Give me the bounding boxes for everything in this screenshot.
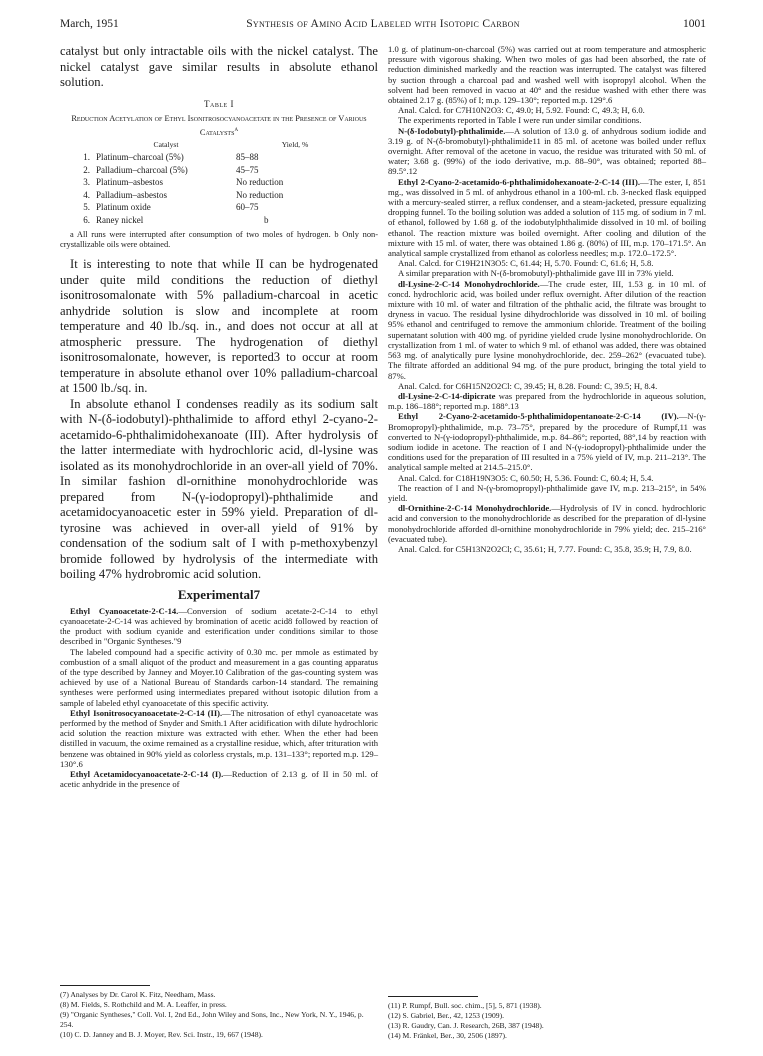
row-yield: 45–75 <box>236 164 259 175</box>
footnote: (11) P. Rumpf, Bull. soc. chim., [5], 5, 871 (1938). <box>388 1001 542 1010</box>
exp-isonitroso: Ethyl Isonitrosocyanoacetate-2-C-14 (II).—The nitrosation of ethyl cyanoacetate was performed by the method of Snyder and Smith.1 After acidification with dilute hydrochloric acid solution the reaction mixture was extracted with ether. When the ether had been distilled in vacuum, the oxime remained as a crystalline residue, which, after trituration with benzene was obtained in 90% yield as colorless crystals, m.p. 131–133°; reported m.p. 129–130°.6 <box>60 707 378 769</box>
discussion-paragraph-1: It is interesting to note that while II can be hydrogenated under quite mild conditions the reduction of diethyl isonitrosomalonate with 5% palladium-charcoal in acetic anhydride solution is slow and incomplete at room temperature and 40 lb./sq. in., and does not occur at all at atmospheric pressure. The hydrogenation of diethyl isonitrosomalonate, however, is reported3 to occur at room temperature in absolute ethanol over 10% palladium-charcoal at 1500 lb./sq. in. <box>60 257 378 396</box>
intro-paragraph: catalyst but only intractable oils with the nickel catalyst. The nickel catalyst gave similar results in absolute ethanol solution. <box>60 44 378 89</box>
exp-acetamido-title: Ethyl Acetamidocyanoacetate-2-C-14 (I). <box>70 769 224 780</box>
exp-hexanoate-title: Ethyl 2-Cyano-2-acetamido-6-phthalimidohexanoate-2-C-14 (III). <box>398 176 640 187</box>
row-yield: b <box>264 214 269 225</box>
exp-dipicrate-title: dl-Lysine-2-C-14-dipicrate <box>398 390 496 401</box>
row-catalyst: Raney nickel <box>96 214 144 225</box>
exp-ethyl-cyanoacetate: Ethyl Cyanoacetate-2-C-14.—Conversion of sodium acetate-2-C-14 to ethyl cyanoacetate-2-C-14 was achieved by bromination of acetic acid8 followed by reaction of the product with sodium cyanide and esterification under conditions similar to those described in "Organic Syntheses."9 <box>60 605 378 647</box>
exp-ornithine-title: dl-Ornithine-2-C-14 Monohydrochloride. <box>398 503 552 514</box>
analysis-III: Anal. Calcd. for C19H21N3O5: C, 61.44; H, 5.70. Found: C, 61.6; H, 5.8. <box>398 258 654 269</box>
row-number: 6. <box>83 214 90 225</box>
exp-iodobutyl: N-(δ-Iodobutyl)-phthalimide.—A solution of 13.0 g. of anhydrous sodium iodide and 3.19 g. of N-(δ-bromobutyl)-phthalimide11 in 85 ml. of acetone was boiled under reflux overnight. After removal of the acetone in vacuo, the residue was triturated with 50 ml. of water; 3.68 g. (99%) of the iodo derivative, m.p. 88–90°, was obtained; reported 88–89.5°.12 <box>388 125 706 177</box>
footnote: (12) S. Gabriel, Ber., 42, 1253 (1909). <box>388 1011 504 1020</box>
experimental-heading: Experimental7 <box>177 586 261 602</box>
footnote: (9) "Organic Syntheses," Coll. Vol. I, 2nd Ed., John Wiley and Sons, Inc., New York, N. Y., 1946, p. 254. <box>60 1010 364 1029</box>
footnote: (8) M. Fields, S. Rothchild and M. A. Leaffer, in press. <box>60 1000 227 1009</box>
table-header-catalyst: Catalyst <box>153 140 179 150</box>
analysis-ornithine: Anal. Calcd. for C5H13N2O2Cl; C, 35.61; H, 7.77. Found: C, 35.8, 35.9; H, 7.9, 8.0. <box>398 543 692 554</box>
analysis-I: Anal. Calcd. for C7H10N2O3: C, 49.0; H, 5.92. Found: C, 49.3; H, 6.0. <box>398 105 645 116</box>
table-row <box>72 176 354 189</box>
exp-acetamido: Ethyl Acetamidocyanoacetate-2-C-14 (I).—Reduction of 2.13 g. of II in 50 ml. of acetic anhydride in the presence of <box>60 769 379 790</box>
table-header-yield: Yield, % <box>281 140 309 150</box>
row-number: 2. <box>83 164 90 175</box>
catalyst-table <box>72 139 354 226</box>
exp-pentanoate-title: Ethyl 2-Cyano-2-acetamido-5-phthalimidopentanoate-2-C-14 (IV). <box>398 411 679 422</box>
table-row <box>72 214 354 227</box>
running-header <box>60 18 706 34</box>
header-running-title: Synthesis of Amino Acid Labeled with Isotopic Carbon <box>246 18 520 30</box>
footnotes-left <box>60 990 378 1040</box>
footnote: (13) R. Gaudry, Can. J. Research, 26B, 387 (1948). <box>388 1021 544 1030</box>
catalyst-table-block <box>60 99 378 251</box>
exp-pentanoate: Ethyl 2-Cyano-2-acetamido-5-phthalimidopentanoate-2-C-14 (IV).—N-(γ-Bromopropyl)-phthalimide, m.p. 73–75°, prepared by the procedure of Rumpf,11 was converted to N-(γ-iodopropyl)-phthalimide, m.p. 84–86°; reported, 88°,14 by reaction with sodium iodide in acetone. The reaction of I and N-(γ-iodopropyl)-phthalimide under the conditions used for the preparation of III resulted in a 75% yield of IV, m.p. 211–213°. The analytical sample melted at 214.5–215.0°. <box>388 411 706 473</box>
row-number: 5. <box>83 202 90 213</box>
exp-iodobutyl-title: N-(δ-Iodobutyl)-phthalimide. <box>398 125 506 136</box>
footnote-rule-right <box>388 996 478 997</box>
exp-hexanoate: Ethyl 2-Cyano-2-acetamido-6-phthalimidohexanoate-2-C-14 (III).—The ester, I, 851 mg., was dissolved in 5 ml. of anhydrous ethanol in a 100-ml. r.b. 3-necked flask equipped with a mercury-sealed stirrer, a reflux condenser, and a steam-jacketed, pressure equalizing dropping funnel. To the boiling solution was added a solution of 115 mg. of sodium in 7 ml. of ethanol, followed by 1.68 g. of the iodobutylphthalimide dissolved in 10 ml. of boiling ethanol. The reaction mixture was boiled overnight. After cooling and dilution of the mixture with 15 ml. of water, there was obtained 1.86 g. (80%) of III, m.p. 170–171.5°. An analytical sample crystallized from ethanol as colorless needles; m.p. 172.0–172.5°. <box>388 176 706 259</box>
exp-lysine-title: dl-Lysine-2-C-14 Monohydrochloride. <box>398 278 540 289</box>
table-caption-footnote-mark: a <box>234 124 239 133</box>
table-caption: Reduction Acetylation of Ethyl Isonitrosocyanoacetate in the Presence of Various Catalysts$^a$ <box>71 113 367 137</box>
table-row <box>72 189 354 202</box>
row-yield: No reduction <box>236 189 284 200</box>
row-yield: 60–75 <box>236 202 259 213</box>
right-column <box>388 44 706 554</box>
table-experiments-note: The experiments reported in Table I were run under similar conditions. <box>398 115 642 126</box>
header-page-number: 1001 <box>683 18 706 30</box>
exp-specific-activity: The labeled compound had a specific activity of 0.30 mc. per mmole as estimated by combustion of a small aliquot of the product and measurement in a gas counting apparatus of the type described by Janney and Moyer.10 Calibration of the gas-counting system was achieved by use of a National Bureau of Standards carbon-14 standard. The remaining syntheses were performed using intermediates prepared without isotopic dilution from a sample of labeled ethyl cyanoacetate of this specific activity. <box>60 646 378 708</box>
table-title: Table I <box>204 98 234 109</box>
footnote: (14) M. Fränkel, Ber., 30, 2506 (1897). <box>388 1031 507 1040</box>
exp-dipicrate: dl-Lysine-2-C-14-dipicrate was prepared from the hydrochloride in aqueous solution, m.p. 186–188°; reported m.p. 188°.13 <box>388 390 706 412</box>
left-column <box>60 44 378 789</box>
table-row <box>72 201 354 214</box>
header-date: March, 1951 <box>60 18 119 30</box>
analysis-lysine: Anal. Calcd. for C6H15N2O2Cl: C, 39.45; H, 8.28. Found: C, 39.5; H, 8.4. <box>398 380 658 391</box>
similar-preparation: A similar preparation with N-(δ-bromobutyl)-phthalimide gave III in 73% yield. <box>398 268 674 279</box>
row-catalyst: Platinum–charcoal (5%) <box>96 152 184 163</box>
exp-isonitroso-title: Ethyl Isonitrosocyanoacetate-2-C-14 (II). <box>70 707 223 718</box>
analysis-IV: Anal. Calcd. for C18H19N3O5: C, 60.50; H, 5.36. Found: C, 60.4; H, 5.4. <box>398 472 654 483</box>
table-notes: a All runs were interrupted after consumption of two moles of hydrogen. b Only non-crystallizable oils were obtained. <box>60 230 378 250</box>
exp-acetamido-continued: 1.0 g. of platinum-on-charcoal (5%) was carried out at room temperature and atmospheric pressure with vigorous shaking. When two moles of gas had been absorbed, the rate of reduction diminished markedly and the reaction was interrupted. The catalyst was filtered by suction through a charcoal pad and washed well with isopropyl alcohol. When the solvent had been removed in vacuo at 40° and the residue washed with ether there was obtained 2.17 g. (85%) of I; m.p. 129–130°; reported m.p. 129°.6 <box>388 44 706 106</box>
row-catalyst: Palladium–asbestos <box>96 189 167 200</box>
exp-lysine: dl-Lysine-2-C-14 Monohydrochloride.—The crude ester, III, 1.53 g. in 10 ml. of concd. hydrochloric acid, was boiled under reflux overnight. After dilution of the reaction mixture with 10 ml. of water and filtration of the phthalic acid, the filtrate was brought to dryness in vacuo. The residual lysine dihydrochloride was dissolved in 10 ml. of boiling 95% ethanol and centrifuged to remove the ammonium chloride. Treatment of the boiling supernatant solution with 400 mg. of pyridine yielded crude lysine monohydrochloride. On crystallization from 1 ml. of water to which 9 ml. of ethanol was added, there was obtained 563 mg. of analytically pure lysine monohydrochloride, dec. 259–262° (evacuated tube). The filtrate afforded an additional 94 mg. of the pure product, bringing the total yield to 87%. <box>388 278 706 381</box>
table-row <box>72 164 354 177</box>
exp-ornithine: dl-Ornithine-2-C-14 Monohydrochloride.—Hydrolysis of IV in concd. hydrochloric acid and conversion to the monohydrochloride as described for the preparation of dl-lysine monohydrochloride afforded dl-ornithine monohydrochloride in 79% yield; dec. 215–216° (evacuated tube). <box>388 503 706 544</box>
footnote: (7) Analyses by Dr. Carol K. Fitz, Needham, Mass. <box>60 990 216 999</box>
row-number: 4. <box>83 189 90 200</box>
discussion-paragraph-2: In absolute ethanol I condenses readily as its sodium salt with N-(δ-iodobutyl)-phthalimide to afford ethyl 2-cyano-2-acetamido-6-phthalimidohexanoate (III). After hydrolysis of the latter intermediate with hydrochloric acid, dl-lysine was isolated as its monohydrochloride in an over-all yield of 70%. In similar fashion dl-ornithine monohydrochloride was prepared from N-(γ-iodopropyl)-phthalimide and acetamidocyanoacetic ester in 59% yield. Preparation of dl-tyrosine was achieved in over-all yield of 91% by condensation of the sodium salt of I with p-methoxybenzyl bromide followed by hydrolysis of the intermediate with boiling 47% hydrobromic acid solution. <box>60 396 378 582</box>
bromopropyl-reaction: The reaction of I and N-(γ-bromopropyl)-phthalimide gave IV, m.p. 213–215°, in 54% yield. <box>388 482 706 503</box>
row-catalyst: Palladium–charcoal (5%) <box>96 164 188 175</box>
row-catalyst: Platinum–asbestos <box>96 177 163 188</box>
footnote-rule-left <box>60 985 150 986</box>
row-number: 1. <box>83 152 90 163</box>
footnotes-right <box>388 1001 706 1041</box>
exp-ethyl-cyanoacetate-title: Ethyl Cyanoacetate-2-C-14. <box>70 605 179 616</box>
footnote: (10) C. D. Janney and B. J. Moyer, Rev. Sci. Instr., 19, 667 (1948). <box>60 1030 263 1039</box>
row-yield: No reduction <box>236 177 284 188</box>
row-yield: 85–88 <box>236 152 259 163</box>
table-row <box>72 151 354 164</box>
row-catalyst: Platinum oxide <box>96 202 151 213</box>
row-number: 3. <box>83 177 90 188</box>
